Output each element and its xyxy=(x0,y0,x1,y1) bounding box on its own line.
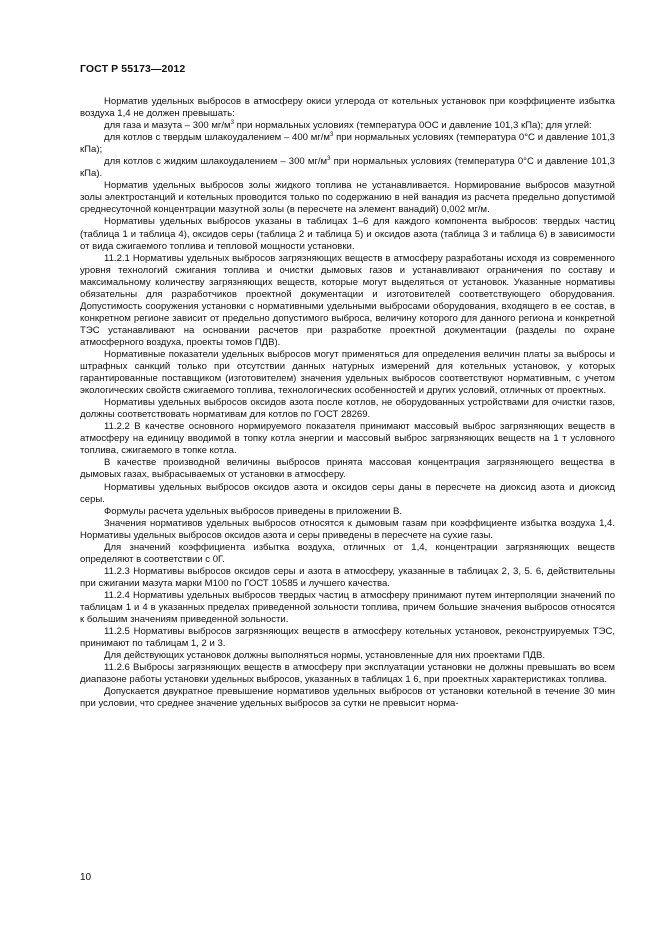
paragraph: 11.2.6 Выбросы загрязняющих веществ в атмосферу при эксплуатации установки не должны превышать во всем диапазоне работы установки удельных выбросов, указанных в таблицах 1 6, при проектных характеристиках топлива. xyxy=(80,662,615,686)
paragraph: 11.2.2 В качестве основного нормируемого показателя принимают массовый выброс загрязняющих веществ в атмосферу на единицу вводимой в топку котла энергии и массовый выброс загрязняющих веществ на 1 т условного топлива, сжигаемого в топке котла. xyxy=(80,421,615,457)
paragraph: Нормативы удельных выбросов указаны в таблицах 1–6 для каждого компонента выбросов: твердых частиц (таблица 1 и таблица 4), оксидов серы (таблица 2 и таблица 5) и оксидов азота (таблица 3 и таблица 6) в зависимости от вида сжигаемого топлива и тепловой мощности установки. xyxy=(80,216,615,252)
paragraph: В качестве производной величины выбросов принята массовая концентрация загрязняющего вещества в дымовых газах, выбрасываемых от установки в атмосферу. xyxy=(80,457,615,481)
paragraph: 11.2.4 Нормативы удельных выбросов твердых частиц в атмосферу принимают путем интерполяции значений по таблицам 1 и 4 в указанных пределах приведенной зольности топлива, причем большие значения выбросов относятся к большим значениям приведенной зольности. xyxy=(80,589,615,626)
paragraph: Допускается двукратное превышение нормативов удельных выбросов от установки котельной в течение 30 мин при условии, что среднее значение удельных выбросов за сутки не превысит норма- xyxy=(80,686,615,710)
superscript: 3 xyxy=(329,132,334,139)
document-body xyxy=(80,96,615,710)
paragraph: Для действующих установок должны выполняться нормы, установленные для них проектами ПДВ. xyxy=(104,650,546,662)
page-number: 10 xyxy=(80,872,92,883)
superscript: 3 xyxy=(230,120,234,127)
superscript: 3 xyxy=(327,156,331,163)
paragraph: Значения нормативов удельных выбросов относятся к дымовым газам при коэффициенте избытка воздуха 1,4. Нормативы удельных выбросов оксидов азота и серы приведены в пересчете на сухие газы. xyxy=(80,517,615,541)
paragraph xyxy=(80,120,615,132)
paragraph: Нормативы удельных выбросов оксидов азота после котлов, не оборудованных устройствами для очистки газов, должны соответствовать нормативам для котлов по ГОСТ 28269. xyxy=(80,397,615,421)
paragraph: 11.2.5 Нормативы выбросов загрязняющих веществ в атмосферу котельных установок, реконструируемых ТЭС, принимают по таблицам 1, 2 и 3. xyxy=(80,626,615,650)
paragraph xyxy=(80,156,615,180)
paragraph-text: при нормальных условиях (температура 0°С и давление 101,3 кПа); xyxy=(80,132,615,156)
paragraph: Нормативные показатели удельных выбросов могут применяться для определения величин платы за выбросы и штрафных санкций только при отсутствии данных натурных измерений для котельных установок, у которых гарантированные поставщиком (изготовителем) значения удельных выбросов соответствуют нормативным, с учетом экологических свойств сжигаемого топлива, технологических особенностей и других условий, отличных от проектных. xyxy=(80,348,615,397)
paragraph: Норматив удельных выбросов в атмосферу окиси углерода от котельных установок при коэффициенте избытка воздуха 1,4 не должен превышать: xyxy=(80,96,615,120)
paragraph-text: при нормальных условиях (температура 0°С и давление 101,3 кПа). xyxy=(80,156,615,180)
paragraph: Нормативы удельных выбросов оксидов азота и оксидов серы даны в пересчете на диоксид азота и диоксид серы. xyxy=(80,481,615,505)
document-header: ГОСТ Р 55173—2012 xyxy=(80,63,186,75)
paragraph-text: для котлов с жидким шлакоудалением – 300 мг/м xyxy=(104,156,328,168)
paragraph-text: при нормальных условиях (температура 0ОС и давление 101,3 кПа); для углей: xyxy=(233,120,592,132)
paragraph: Норматив удельных выбросов золы жидкого топлива не устанавливается. Нормирование выбросов мазутной золы электростанций и котельных проводится только по содержанию в ней ванадия из расчета предельно допустимой среднесуточной концентрации мазутной золы (в пересчете на элемент ванадий) 0,002 мг/м. xyxy=(80,180,615,216)
paragraph xyxy=(80,132,615,156)
paragraph: Формулы расчета удельных выбросов приведены в приложении В. xyxy=(104,505,402,517)
paragraph-text: для котлов с твердым шлакоудалением – 400 мг/м xyxy=(104,132,330,144)
paragraph: 11.2.3 Нормативы выбросов оксидов серы и азота в атмосферу, указанные в таблицах 2, 3, 5. 6, действительны при сжигании мазута марки М100 по ГОСТ 10585 и лучшего качества. xyxy=(80,565,615,589)
paragraph-text: для газа и мазута – 300 мг/м xyxy=(104,120,231,132)
paragraph: 11.2.1 Нормативы удельных выбросов загрязняющих веществ в атмосферу разработаны исходя из современного уровня технологий сжигания топлива и очистки дымовых газов и устанавливают ограничения по составу и максимальному количеству загрязняющих веществ, которые могут выделяться от установок. Указанные нормативы обязательны для разработчиков проектной документации и изготовителей соответствующего оборудования. Допустимость сооружения установки с нормативными удельными выбросами оборудования, входящего в ее состав, в конкретном регионе зависит от предельно допустимого выброса, величину которого для данного региона и конкретной ТЭС устанавливают на основании расчетов при разработке проектной документации (разделы по охране атмосферного воздуха, проекты томов ПДВ). xyxy=(80,252,615,348)
paragraph: Для значений коэффициента избытка воздуха, отличных от 1,4, концентрации загрязняющих веществ определяют в соответствии с 0Г. xyxy=(80,541,615,565)
